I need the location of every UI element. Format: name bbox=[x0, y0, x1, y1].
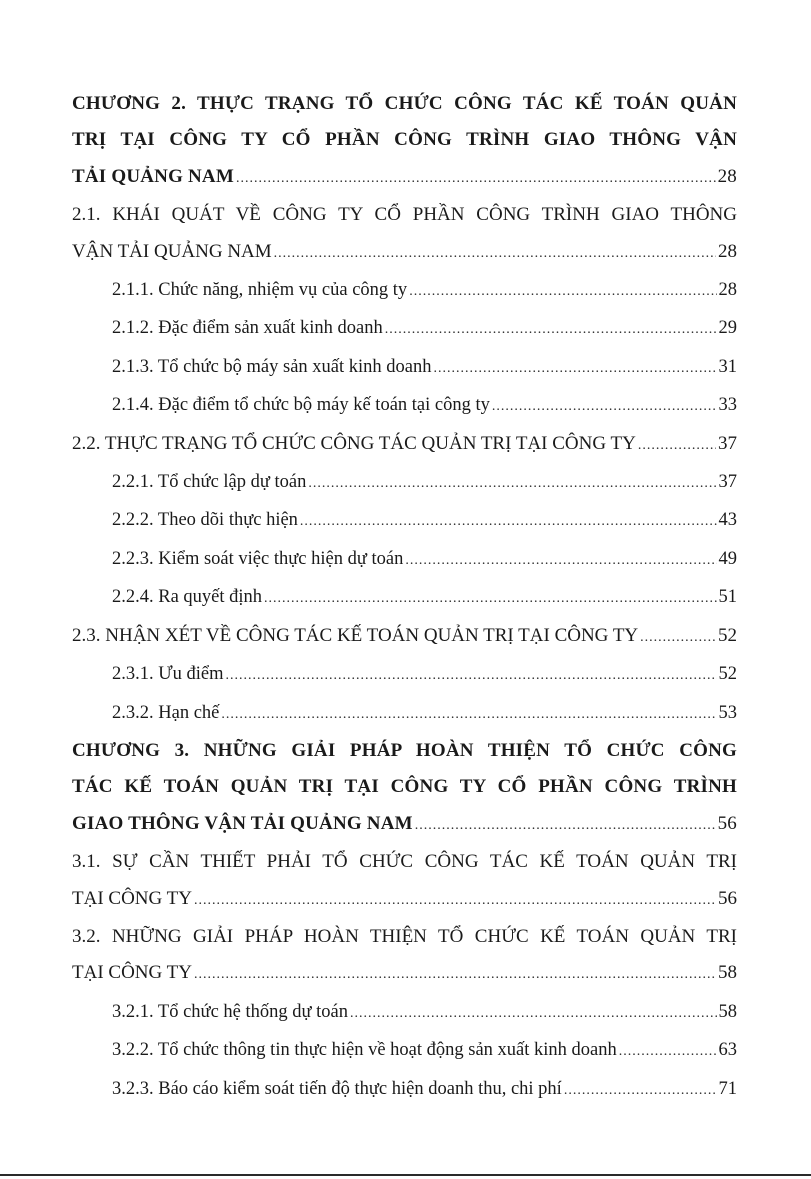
toc-entry-leader-line bbox=[112, 272, 737, 310]
toc-entry-leader-line bbox=[112, 349, 737, 387]
toc-entry-chapter[interactable] bbox=[72, 733, 737, 844]
toc-entry-title: 2.3.2. Hạn chế bbox=[112, 702, 220, 723]
toc-page-number: 52 bbox=[718, 624, 737, 646]
toc-entry-leader-line bbox=[112, 656, 737, 694]
toc-entry-title: GIAO THÔNG VẬN TẢI QUẢNG NAM bbox=[72, 812, 413, 834]
toc-entry-section[interactable] bbox=[72, 844, 737, 919]
dot-leader bbox=[619, 1034, 717, 1070]
dot-leader bbox=[221, 697, 716, 733]
toc-entry-title: 2.1.4. Đặc điểm tổ chức bộ máy kế toán tại công ty bbox=[112, 395, 490, 416]
toc-entry-title: 3.2.2. Tổ chức thông tin thực hiện về hoạt động sản xuất kinh doanh bbox=[112, 1040, 617, 1061]
toc-entry-leader-line bbox=[112, 310, 737, 348]
toc-page-number: 58 bbox=[718, 1001, 737, 1022]
toc-entry-title: 2.2.2. Theo dõi thực hiện bbox=[112, 510, 298, 531]
toc-entry-title: TẢI QUẢNG NAM bbox=[72, 165, 234, 187]
toc-page-number: 31 bbox=[718, 356, 737, 377]
dot-leader bbox=[194, 883, 716, 919]
toc-entry-title: 2.1.2. Đặc điểm sản xuất kinh doanh bbox=[112, 318, 383, 339]
toc-entry-subsection[interactable] bbox=[72, 464, 737, 502]
toc-entry-leader-line bbox=[112, 464, 737, 502]
toc-entry-subsection[interactable] bbox=[72, 695, 737, 733]
toc-entry-title: 3.2.1. Tổ chức hệ thống dự toán bbox=[112, 1001, 349, 1022]
toc-entry-leader-line bbox=[112, 1032, 737, 1070]
toc-entry-title-line: 3.1. SỰ CẦN THIẾT PHẢI TỔ CHỨC CÔNG TÁC KẾ TOÁN QUẢN TRỊ bbox=[72, 851, 737, 873]
toc-entry-title: 3.2.3. Báo cáo kiểm soát tiến độ thực hiện doanh thu, chi phí bbox=[112, 1078, 562, 1099]
dot-leader bbox=[409, 274, 716, 310]
toc-entry-title: 2.2.3. Kiểm soát việc thực hiện dự toán bbox=[112, 548, 404, 569]
toc-entry-leader-line bbox=[72, 234, 737, 272]
toc-entry-subsection[interactable] bbox=[72, 349, 737, 387]
toc-entry-title: 2.2. THỰC TRẠNG TỔ CHỨC CÔNG TÁC QUẢN TRỊ TẠI CÔNG TY bbox=[72, 432, 636, 454]
toc-entry-section[interactable] bbox=[72, 426, 737, 464]
dot-leader bbox=[638, 428, 716, 464]
toc-entry-title: 2.2.1. Tổ chức lập dự toán bbox=[112, 472, 307, 493]
dot-leader bbox=[225, 658, 716, 694]
toc-entry-section[interactable] bbox=[72, 197, 737, 272]
toc-entry-subsection[interactable] bbox=[72, 541, 737, 579]
toc-entry-subsection[interactable] bbox=[72, 387, 737, 425]
toc-entry-title-line: CHƯƠNG 2. THỰC TRẠNG TỔ CHỨC CÔNG TÁC KẾ TOÁN QUẢN bbox=[72, 93, 737, 114]
dot-leader bbox=[300, 504, 717, 540]
toc-entry-subsection[interactable] bbox=[72, 1032, 737, 1070]
toc-entry-subsection[interactable] bbox=[72, 1071, 737, 1109]
toc-page-number: 37 bbox=[718, 472, 737, 493]
dot-leader bbox=[492, 389, 717, 425]
toc-entry-leader-line bbox=[112, 994, 737, 1032]
toc-page-number: 28 bbox=[717, 165, 737, 187]
toc-page-number: 53 bbox=[718, 702, 737, 723]
toc-page-number: 28 bbox=[718, 240, 737, 262]
dot-leader bbox=[564, 1073, 717, 1109]
dot-leader bbox=[640, 620, 716, 656]
toc-page-number: 28 bbox=[718, 280, 737, 301]
toc-entry-title: 2.3. NHẬN XÉT VỀ CÔNG TÁC KẾ TOÁN QUẢN TRỊ TẠI CÔNG TY bbox=[72, 624, 639, 646]
toc-entry-title-line: CHƯƠNG 3. NHỮNG GIẢI PHÁP HOÀN THIỆN TỔ CHỨC CÔNG bbox=[72, 739, 737, 761]
toc-entry-title: 2.1.1. Chức năng, nhiệm vụ của công ty bbox=[112, 280, 408, 301]
toc-entry-leader-line bbox=[72, 806, 737, 844]
dot-leader bbox=[385, 312, 717, 348]
toc-entry-subsection[interactable] bbox=[72, 994, 737, 1032]
toc-entry-subsection[interactable] bbox=[72, 579, 737, 617]
toc-page-number: 52 bbox=[718, 664, 737, 685]
toc-entry-section[interactable] bbox=[72, 919, 737, 994]
toc-page-number: 71 bbox=[718, 1078, 737, 1099]
toc-entry-subsection[interactable] bbox=[72, 310, 737, 348]
toc-entry-title-line: 2.1. KHÁI QUÁT VỀ CÔNG TY CỔ PHẦN CÔNG TRÌNH GIAO THÔNG bbox=[72, 204, 737, 226]
toc-page-number: 51 bbox=[718, 587, 737, 608]
toc-entry-leader-line bbox=[72, 426, 737, 464]
toc-entry-title: 2.1.3. Tổ chức bộ máy sản xuất kinh doanh bbox=[112, 356, 432, 377]
toc-entry-section[interactable] bbox=[72, 618, 737, 656]
dot-leader bbox=[415, 808, 716, 844]
toc-entry-title: 2.2.4. Ra quyết định bbox=[112, 587, 263, 608]
toc-entry-title: VẬN TẢI QUẢNG NAM bbox=[72, 240, 272, 262]
toc-entry-title: TẠI CÔNG TY bbox=[72, 962, 192, 984]
toc-entry-leader-line bbox=[112, 695, 737, 733]
toc-entry-leader-line bbox=[112, 502, 737, 540]
dot-leader bbox=[236, 161, 716, 197]
toc-entry-leader-line bbox=[72, 159, 737, 197]
toc-page-number: 63 bbox=[718, 1040, 737, 1061]
toc-entry-chapter[interactable] bbox=[72, 86, 737, 197]
toc-entry-leader-line bbox=[72, 618, 737, 656]
page-bottom-rule bbox=[0, 1174, 811, 1176]
toc-entry-leader-line bbox=[112, 1071, 737, 1109]
toc-entry-title-line: TÁC KẾ TOÁN QUẢN TRỊ TẠI CÔNG TY CỔ PHẦN CÔNG TRÌNH bbox=[72, 776, 737, 798]
toc-page-number: 58 bbox=[718, 962, 737, 984]
toc-entry-title-line: TRỊ TẠI CÔNG TY CỔ PHẦN CÔNG TRÌNH GIAO THÔNG VẬN bbox=[72, 129, 737, 151]
dot-leader bbox=[274, 236, 716, 272]
toc-entry-leader-line bbox=[72, 955, 737, 993]
toc-entry-title: TẠI CÔNG TY bbox=[72, 887, 192, 909]
dot-leader bbox=[308, 466, 716, 502]
toc-page-number: 56 bbox=[717, 812, 737, 834]
toc-entry-subsection[interactable] bbox=[72, 502, 737, 540]
toc-page-number: 33 bbox=[718, 395, 737, 416]
toc-entry-subsection[interactable] bbox=[72, 656, 737, 694]
toc-page-number: 56 bbox=[718, 887, 737, 909]
dot-leader bbox=[405, 543, 716, 579]
toc-entry-subsection[interactable] bbox=[72, 272, 737, 310]
toc-page-number: 29 bbox=[718, 318, 737, 339]
dot-leader bbox=[434, 351, 717, 387]
toc-page-number: 37 bbox=[718, 432, 737, 454]
table-of-contents bbox=[72, 86, 737, 1109]
dot-leader bbox=[350, 996, 716, 1032]
toc-page-number: 49 bbox=[718, 548, 737, 569]
toc-entry-title: 2.3.1. Ưu điểm bbox=[112, 664, 224, 685]
toc-entry-leader-line bbox=[112, 387, 737, 425]
toc-entry-title-line: 3.2. NHỮNG GIẢI PHÁP HOÀN THIỆN TỔ CHỨC KẾ TOÁN QUẢN TRỊ bbox=[72, 925, 737, 947]
toc-page-number: 43 bbox=[718, 510, 737, 531]
dot-leader bbox=[194, 957, 716, 993]
dot-leader bbox=[264, 581, 716, 617]
toc-entry-leader-line bbox=[72, 881, 737, 919]
toc-entry-leader-line bbox=[112, 541, 737, 579]
toc-entry-leader-line bbox=[112, 579, 737, 617]
